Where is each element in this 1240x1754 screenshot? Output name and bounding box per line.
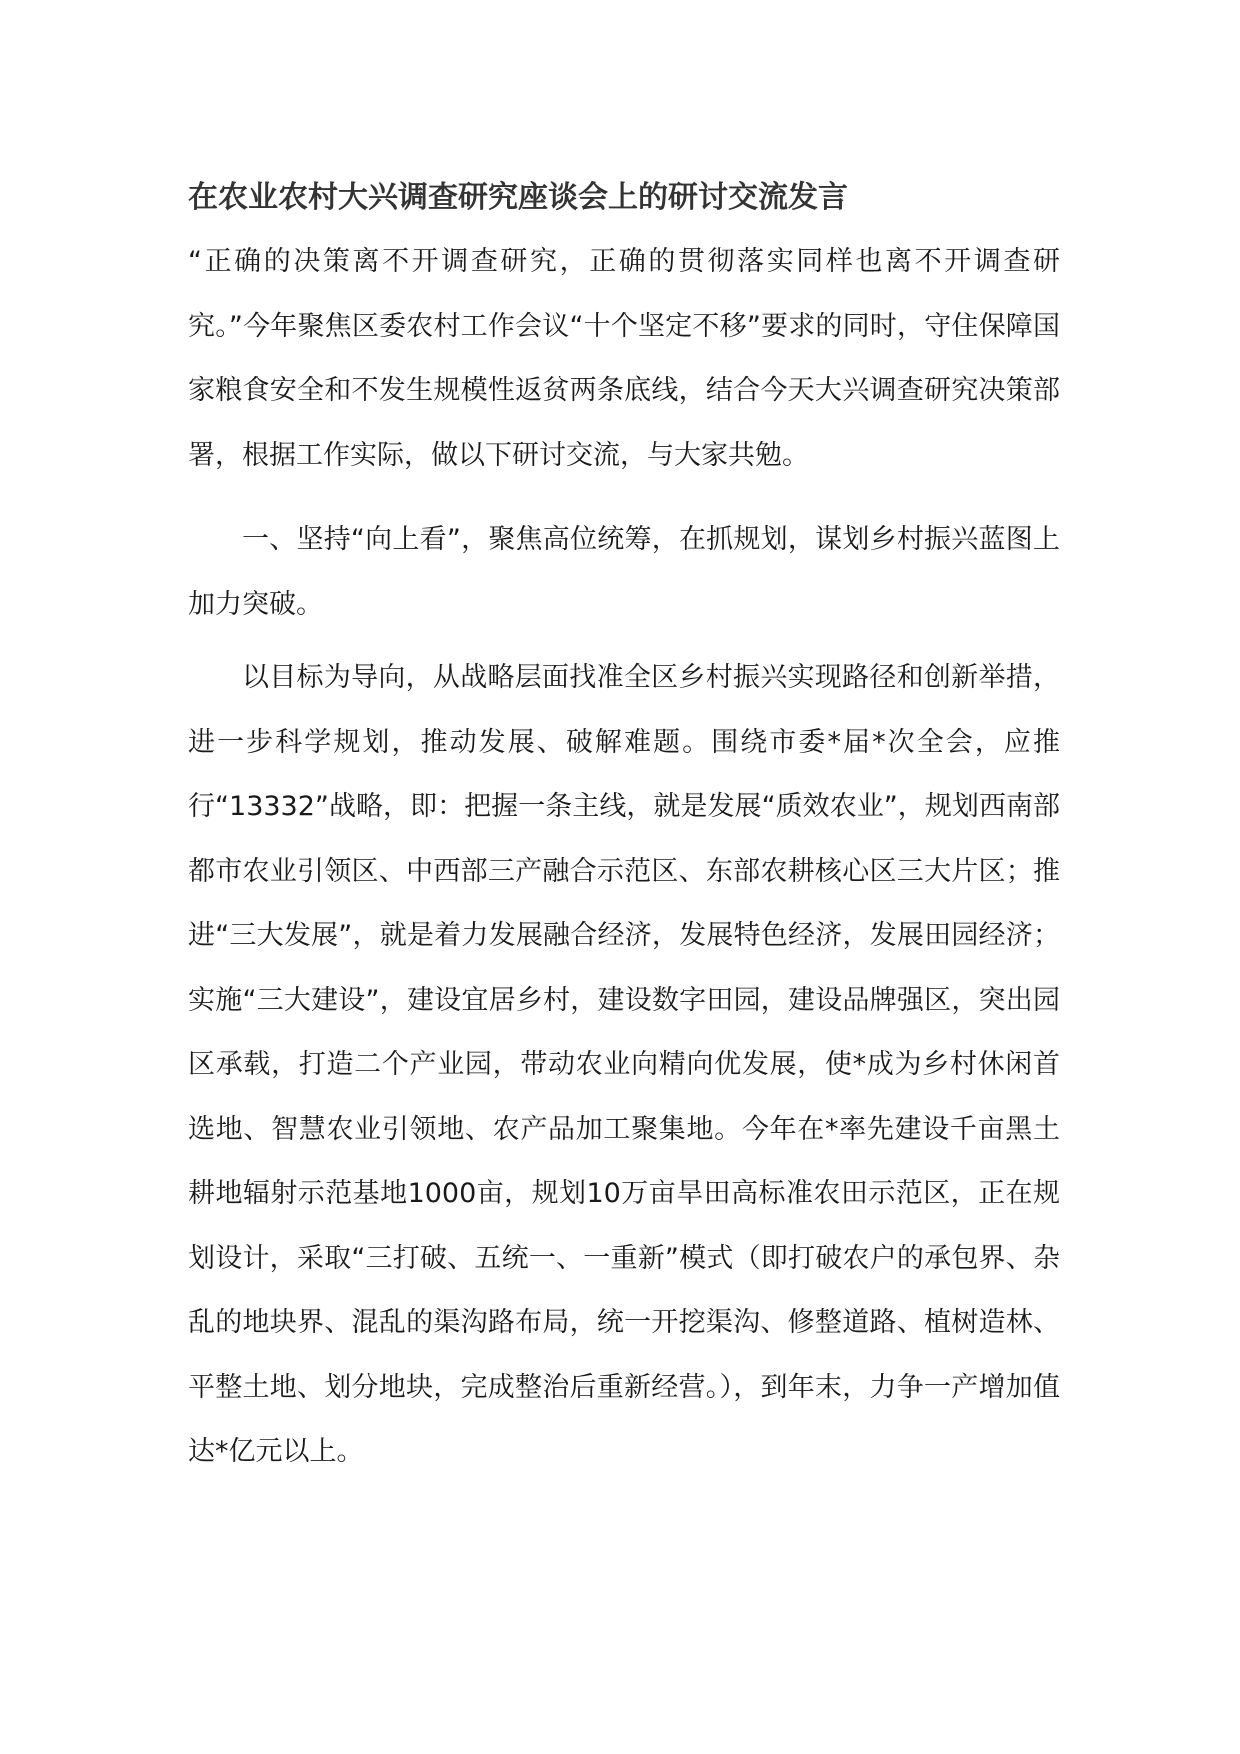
paragraph-intro: “正确的决策离不开调查研究，正确的贯彻落实同样也离不开调查研究。”今年聚焦区委农村工作会议“十个坚定不移”要求的同时，守住保障国家粮食安全和不发生规模性返贫两条底线，结合今天大兴调查研究决策部署，根据工作实际，做以下研讨交流，与大家共勉。 [188,246,1060,471]
document-title: 在农业农村大兴调查研究座谈会上的研讨交流发言 [188,180,848,215]
paragraph-section-body-1: 以目标为导向，从战略层面找准全区乡村振兴实现路径和创新举措，进一步科学规划，推动发展、破解难题。围绕市委*届*次全会，应推行“13332”战略，即：把握一条主线，就是发展“质效农业”，规划西南部都市农业引领区、中西部三产融合示范区、东部农耕核心区三大片区；推进“三大发展”，就是着力发展融合经济，发展特色经济，发展田园经济；实施“三大建设”，建设宜居乡村，建设数字田园，建设品牌强区，突出园区承载，打造二个产业园，带动农业向精向优发展，使*成为乡村休闲首选地、智慧农业引领地、农产品加工聚集地。今年在*率先建设千亩黑土耕地辐射示范基地1000亩，规划10万亩旱田高标准农田示范区，正在规划设计，采取“三打破、五统一、一重新”模式（即打破农户的承包界、杂乱的地块界、混乱的渠沟路布局，统一开挖渠沟、修整道路、植树造林、平整土地、划分地块，完成整治后重新经营。），到年末，力争一产增加值达*亿元以上。 [188,662,1060,1467]
paragraph-section-heading-1: 一、坚持“向上看”，聚焦高位统筹，在抓规划，谋划乡村振兴蓝图上加力突破。 [188,524,1060,620]
